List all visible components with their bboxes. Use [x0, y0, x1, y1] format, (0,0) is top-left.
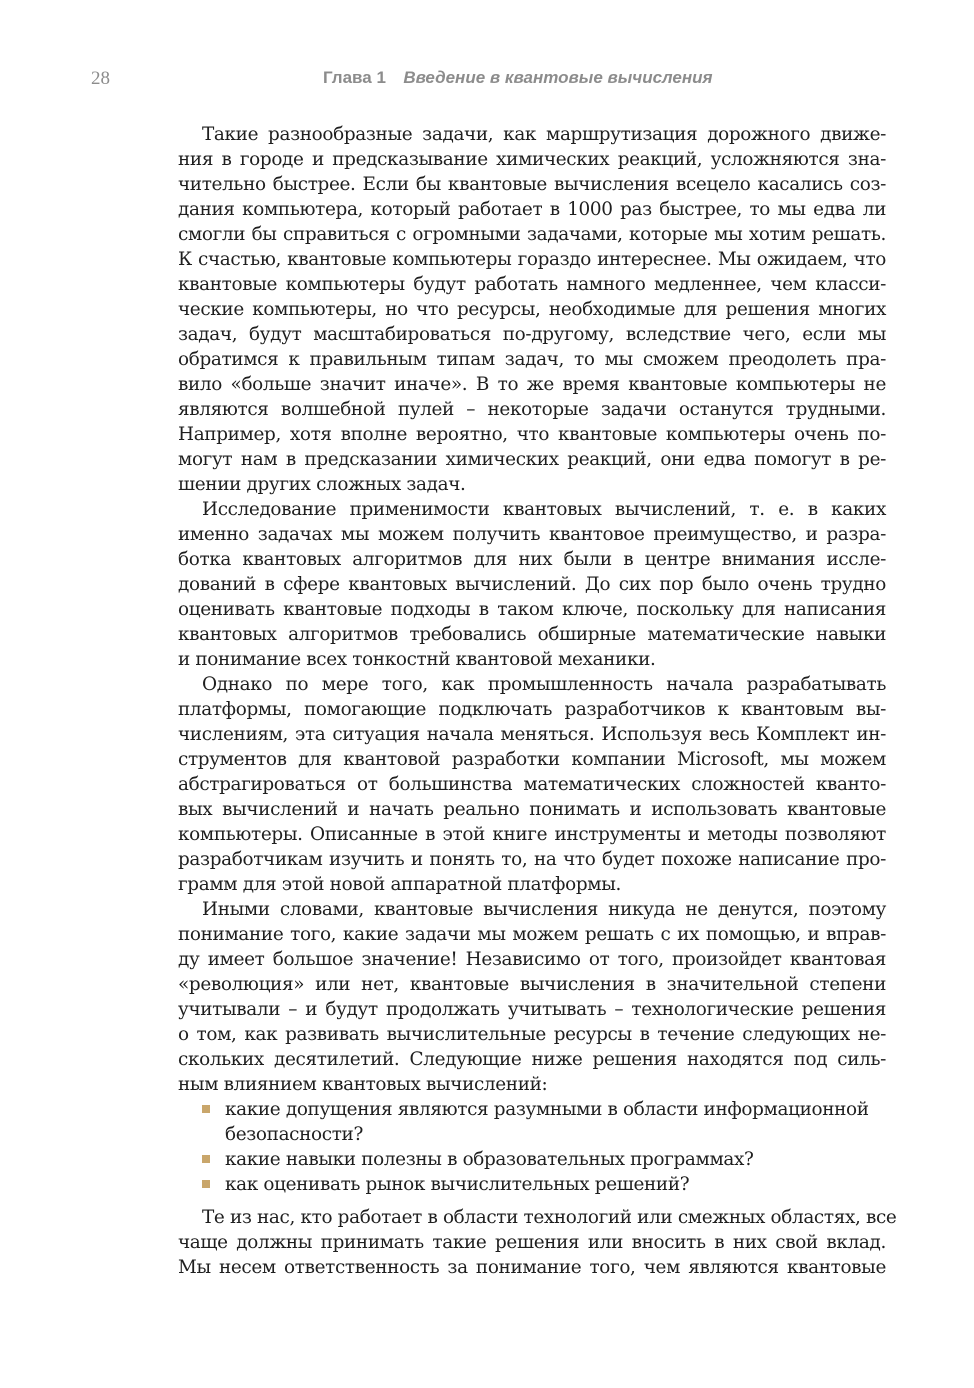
list-item — [178, 1147, 886, 1172]
text-line: о том, как развивать вычислительные ресурсы в течение следующих не- — [178, 1024, 886, 1045]
text-line: именно задачах мы можем получить квантовое преимущество, и разра- — [178, 524, 886, 545]
text-line: квантовых алгоритмов требовались обширные математические навыки — [178, 624, 886, 645]
chapter-label: Глава 1 — [323, 68, 386, 87]
square-bullet-icon — [202, 1155, 210, 1163]
text-line: К счастью, квантовые компьютеры гораздо интереснее. Мы ожидаем, что — [178, 249, 886, 270]
list-item-line — [178, 1147, 886, 1172]
text-line: ботка квантовых алгоритмов для них были в центре внимания иссле- — [178, 549, 886, 570]
text-line: компьютеры. Описанные в этой книге инструменты и методы позволяют — [178, 824, 886, 845]
text-line: чаще должны принимать такие решения или вносить в них свой вклад. — [178, 1232, 886, 1253]
text-line: шении других сложных задач. — [178, 474, 466, 495]
text-line: квантовые компьютеры будут работать намного медленнее, чем класси- — [178, 274, 886, 295]
text-line: дания компьютера, который работает в 1000 раз быстрее, то мы едва ли — [178, 199, 886, 220]
text-line: вых вычислений и начать реально понимать и использовать квантовые — [178, 799, 886, 820]
text-line: вило «больше значит иначе». В то же время квантовые компьютеры не — [178, 374, 886, 395]
text-line: Например, хотя вполне вероятно, что квантовые компьютеры очень по- — [178, 424, 886, 445]
text-line: и понимание всех тонкостнй квантовой механики. — [178, 649, 656, 670]
text-line: абстрагироваться от большинства математических сложностей кванто- — [178, 774, 886, 795]
list-item-text: как оценивать рынок вычислительных решений? — [225, 1174, 690, 1195]
list-item-text: безопасности? — [225, 1124, 363, 1145]
spacer — [178, 1197, 886, 1205]
list-item-text: какие допущения являются разумными в области информационной — [225, 1099, 869, 1120]
text-line: оценивать квантовые подходы в таком ключе, поскольку для написания — [178, 599, 886, 620]
chapter-heading — [323, 68, 713, 88]
text-line: ческие компьютеры, но что ресурсы, необходимые для решения многих — [178, 299, 886, 320]
text-line: разработчикам изучить и понять то, на что будет похоже написание про- — [178, 849, 886, 870]
list-item — [178, 1097, 886, 1147]
text-line: понимание того, какие задачи мы можем решать с их помощью, и вправ- — [178, 924, 886, 945]
text-line: являются волшебной пулей – некоторые задачи останутся трудными. — [178, 399, 886, 420]
paragraph — [178, 1205, 897, 1280]
square-bullet-icon — [202, 1180, 210, 1188]
paragraph — [178, 497, 886, 672]
text-line: платформы, помогающие подключать разработчиков к квантовым вы- — [178, 699, 886, 720]
text-line: Такие разнообразные задачи, как маршрутизация дорожного движе- — [202, 124, 886, 145]
text-line: обратимся к правильным типам задач, то мы сможем преодолеть пра- — [178, 349, 886, 370]
text-line: Исследование применимости квантовых вычислений, т. е. в каких — [202, 499, 886, 520]
text-line: Мы несем ответственность за понимание того, чем являются квантовые — [178, 1257, 886, 1278]
text-line: чительно быстрее. Если бы квантовые вычисления всецело касались соз- — [178, 174, 886, 195]
list-item-line — [178, 1097, 886, 1122]
list-item-text: какие навыки полезны в образовательных программах? — [225, 1149, 754, 1170]
text-line: ным влиянием квантовых вычислений: — [178, 1074, 548, 1095]
text-line: числениям, эта ситуация начала меняться. Используя весь Комплект ин- — [178, 724, 886, 745]
text-line: грамм для этой новой аппаратной платформы. — [178, 874, 621, 895]
text-line: ду имеет большое значение! Независимо от того, произойдет квантовая — [178, 949, 886, 970]
text-line: могут нам в предсказании химических реакций, они едва помогут в ре- — [178, 449, 886, 470]
square-bullet-icon — [202, 1105, 210, 1113]
text-line: Те из нас, кто работает в области технологий или смежных областях, все — [202, 1207, 897, 1228]
text-line: учитывали – и будут продолжать учитывать – технологические решения — [178, 999, 886, 1020]
bullet-list — [178, 1097, 886, 1197]
text-line: Однако по мере того, как промышленность начала разрабатывать — [202, 674, 886, 695]
text-line: дований в сфере квантовых вычислений. До сих пор было очень трудно — [178, 574, 886, 595]
list-item — [178, 1172, 886, 1197]
text-line: ния в городе и предсказывание химических реакций, усложняются зна- — [178, 149, 886, 170]
text-line: «революция» или нет, квантовые вычисления в значительной степени — [178, 974, 886, 995]
paragraph — [178, 897, 886, 1097]
text-line: задач, будут масштабироваться по-другому, вследствие чего, если мы — [178, 324, 886, 345]
paragraph — [178, 122, 886, 497]
chapter-title: Введение в квантовые вычисления — [403, 68, 713, 87]
paragraph — [178, 672, 886, 897]
text-line: смогли бы справиться с огромными задачами, которые мы хотим решать. — [178, 224, 886, 245]
running-head — [0, 68, 974, 96]
text-line: скольких десятилетий. Следующие ниже решения находятся под силь- — [178, 1049, 886, 1070]
page-number: 28 — [91, 68, 110, 89]
text-line: струментов для квантовой разработки компании Microsoft, мы можем — [178, 749, 886, 770]
text-line: Иными словами, квантовые вычисления никуда не денутся, поэтому — [202, 899, 886, 920]
list-item-line — [178, 1172, 886, 1197]
list-item-line — [178, 1122, 886, 1147]
body-text — [178, 122, 897, 1280]
